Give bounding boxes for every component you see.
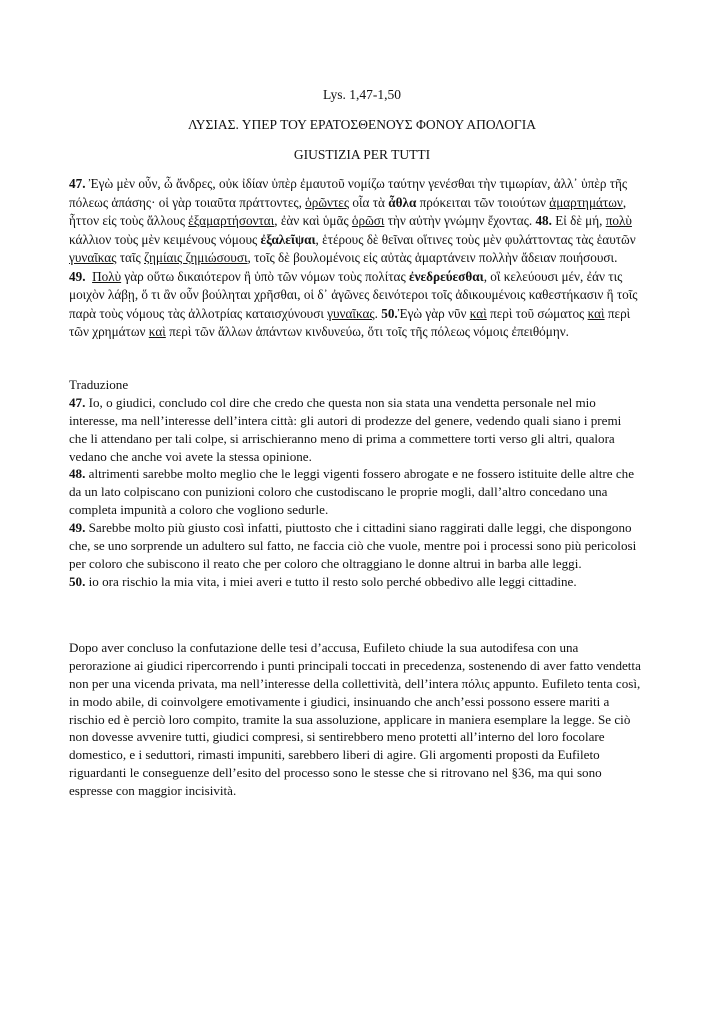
greek-line: πόλεως ἁπάσης· οἱ γὰρ τοιαῦτα πράττοντες, ὁρῶντες οἷα τὰ ἆθλα πρόκειται τῶν τοιούτων ἁμαρτημάτων, — [69, 194, 627, 210]
translation-line: 49. Sarebbe molto più giusto così infatti, piuttosto che i cittadini siano raggirati dalle leggi, che dispongono — [69, 520, 632, 536]
commentary-line: Dopo aver concluso la confutazione delle tesi d’accusa, Eufileto chiude la sua autodifesa con una — [69, 640, 579, 655]
document-title: ΛΥΣΙΑΣ. ΥΠΕΡ ΤΟΥ ΕΡΑΤΟΣΘΕΝΟΥΣ ΦΟΝΟΥ ΑΠΟΛΟΓΙΑ — [188, 117, 536, 132]
section-number: 50. — [69, 573, 86, 589]
greek-line: κάλλιον τοὺς μὲν κειμένους νόμους ἐξαλεῖψαι, ἑτέρους δὲ θεῖναι οἵτινες τοὺς μὲν φυλάττοντας τὰς ἑαυτῶν — [69, 231, 636, 247]
section-number: 50. — [381, 305, 398, 321]
translation-line: vedano che anche voi avete la stessa opinione. — [69, 448, 312, 464]
commentary-line: non dovesse avvenire tutti, giudici compresi, si sentirebbero meno protetti all’interno del loro focolare — [69, 729, 605, 745]
translation-line: 48. altrimenti sarebbe molto meglio che le leggi vigenti fossero abrogate e ne fossero istituite delle altre che — [69, 466, 635, 482]
underlined-word: καὶ — [148, 324, 166, 339]
commentary-line: non per una vicenda privata, ma nell’interesse della collettività, dell’intera πόλις appunto. Eufileto tenta così, — [69, 675, 641, 691]
greek-line: παρὰ τοὺς νόμους τὰς ἀλλοτρίας καταισχύνουσι γυναῖκας. 50.Ἐγὼ γὰρ νῦν καὶ περὶ τοῦ σώματος καὶ περὶ — [69, 305, 631, 321]
translation-line: 47. Io, o giudici, concludo col dire che credo che questa non sia stata una vendetta personale nel mio — [69, 394, 596, 410]
section-number: 49. — [69, 268, 86, 284]
underlined-word: γυναῖκας — [327, 305, 375, 321]
section-number: 49. — [69, 520, 86, 536]
translation-line: che, se uno sorprende un adultero sul fatto, ne faccia ciò che vuole, mentre poi i processi sono più pericolosi — [69, 538, 637, 554]
underlined-word: ἁμαρτημάτων — [549, 194, 623, 210]
greek-line: 47. Ἐγὼ μὲν οὖν, ὦ ἄνδρες, οὐκ ἰδίαν ὑπὲρ ἐμαυτοῦ νομίζω ταύτην γενέσθαι τὴν τιμωρίαν, ἀλλ᾽ ὑπὲρ τῆς — [69, 176, 628, 191]
commentary-line: espresse con maggior incisività. — [69, 783, 237, 799]
underlined-word: ὁρῶσι — [351, 213, 385, 228]
document-subtitle: GIUSTIZIA PER TUTTI — [293, 147, 431, 162]
bold-word: ἆθλα — [388, 194, 417, 210]
commentary-section — [69, 639, 669, 800]
underlined-word: πολὺ — [605, 213, 632, 228]
greek-line: τῶν χρημάτων καὶ περὶ τῶν ἄλλων ἁπάντων κινδυνεύω, ὅτι τοῖς τῆς πόλεως νόμοις ἐπειθόμην. — [69, 324, 569, 339]
translation-line: 50. io ora rischio la mia vita, i miei averi e tutto il resto solo perché obbedivo alle leggi cittadine. — [69, 573, 577, 589]
greek-line: 49. Πολὺ γὰρ οὕτω δικαιότερον ἢ ὑπὸ τῶν νόμων τοὺς πολίτας ἐνεδρεύεσθαι, οἳ κελεύουσι μέν, ἐάν τις — [69, 268, 623, 284]
underlined-word: ἐξαμαρτήσονται — [188, 213, 275, 228]
commentary-line: perorazione ai giudici ripercorrendo i punti principali toccati in precedenza, sostenendo di aver fatto vendetta — [69, 657, 641, 673]
commentary-line: in modo abile, di coinvolgere emotivamente i giudici, insinuando che anch’essi possono essere mariti a — [69, 693, 610, 709]
greek-line: γυναῖκας ταῖς ζημίαις ζημιώσουσι, τοῖς δὲ βουλομένοις εἰς αὐτὰς ἁμαρτάνειν πολλὴν ἄδειαν ποιήσουσι. — [69, 250, 618, 265]
greek-line: ἧττον εἰς τοὺς ἄλλους ἐξαμαρτήσονται, ἐὰν καὶ ὑμᾶς ὁρῶσι τὴν αὐτὴν γνώμην ἔχοντας. 48. Εἰ δὲ μή, πολὺ — [69, 213, 632, 228]
bold-word: ἐνεδρεύεσθαι — [409, 268, 484, 284]
translation-line: completa impunità a coloro che vogliono sedurle. — [69, 502, 329, 518]
section-number: 48. — [535, 213, 552, 228]
translation-line: da un lato colpiscano con punizioni coloro che custodiscano le proprie mogli, dall’altro concedano una — [69, 484, 608, 500]
commentary-line: rischio ed è perciò loro compito, tramite la sua assoluzione, applicare in maniera esemplare la legge. Se ciò — [69, 711, 631, 727]
section-number: 47. — [69, 394, 86, 410]
underlined-word: καὶ — [469, 305, 487, 321]
underlined-word: γυναῖκας — [69, 250, 117, 265]
translation-line: per coloro che subiscono il reato che per coloro che oltraggiano le donne altrui in barba alle leggi. — [69, 555, 582, 571]
translation-line: che li attendano per tali colpe, si arrischieranno meno di prima a commettere torti verso gli altri, qualora — [69, 430, 615, 446]
greek-line: μοιχὸν λάβῃ, ὅ τι ἂν οὖν βούληται χρῆσθαι, οἱ δ᾽ ἀγῶνες δεινότεροι τοῖς ἀδικουμένοις καθεστήκασιν ἢ τοῖς — [69, 287, 638, 302]
underlined-word: καὶ — [587, 305, 605, 321]
bold-word: ἐξαλεῖψαι — [260, 231, 316, 247]
greek-text — [69, 175, 669, 342]
source-reference: Lys. 1,47-1,50 — [322, 87, 401, 102]
underlined-word: ζημίαις ζημιώσουσι — [144, 250, 248, 265]
underlined-word: Πολὺ — [92, 268, 122, 284]
translation-line: interesse, ma nell’interesse dell’intera città: gli autori di prodezze del genere, vedendo quali siano i premi — [69, 412, 622, 428]
translation-section — [69, 376, 669, 591]
commentary-line: riguardanti le conseguenze dell’esito del processo sono le stesse che si ritrovano nel §36, ma qui sono — [69, 765, 602, 781]
commentary-line: domestico, e i seduttori, rimasti impuniti, sarebbero liberi di agire. Gli argomenti proposti da Eufileto — [69, 747, 600, 763]
underlined-word: ὁρῶντες — [305, 194, 350, 210]
section-number: 47. — [69, 176, 86, 191]
translation-heading: Traduzione — [69, 377, 129, 392]
section-number: 48. — [69, 466, 86, 482]
